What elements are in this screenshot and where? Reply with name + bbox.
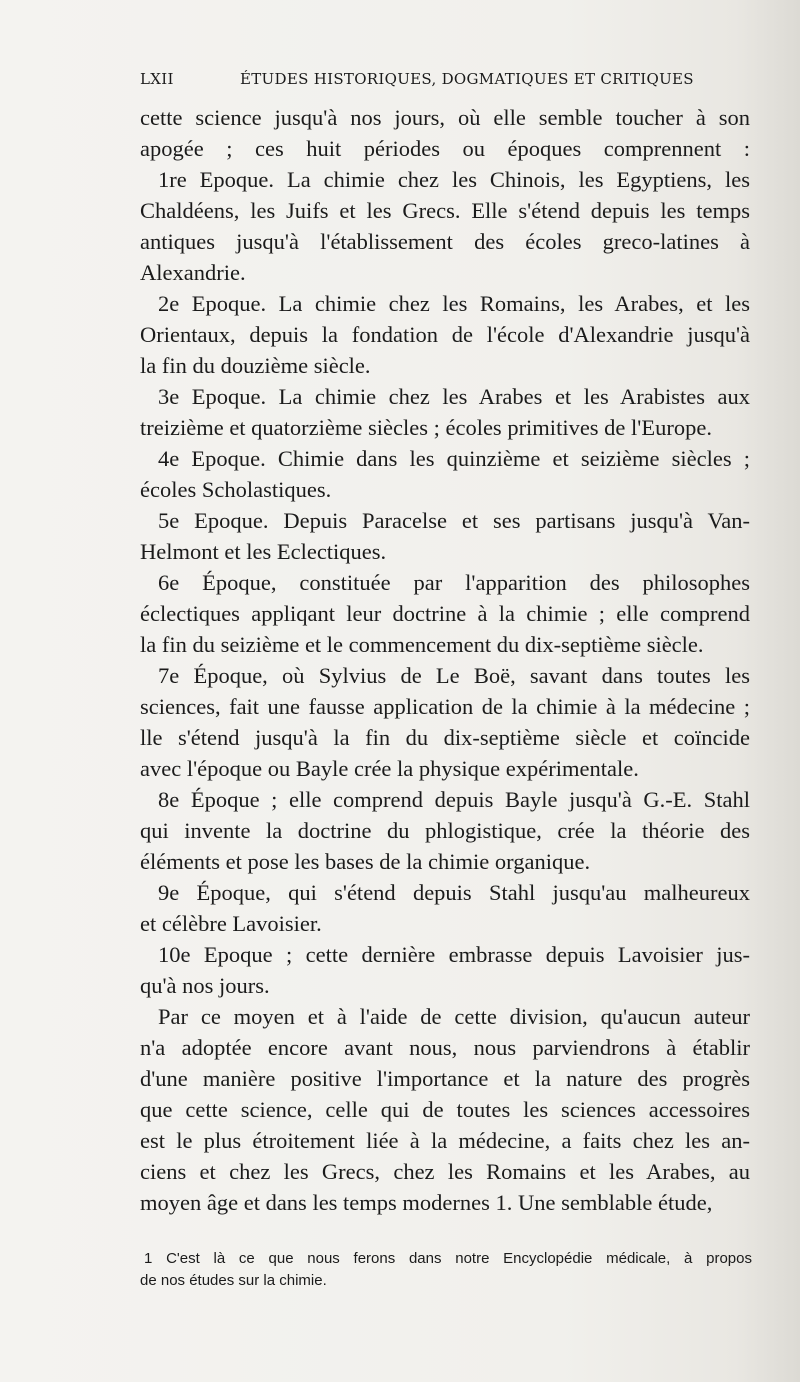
text-line: Alexandrie. xyxy=(140,260,246,285)
text-line: 10e Epoque ; cette dernière embrasse depuis Lavoisier jus- xyxy=(158,942,750,967)
text-line: treizième et quatorzième siècles ; écoles primitives de l'Europe. xyxy=(140,415,712,440)
footnote-line: de nos études sur la chimie. xyxy=(140,1272,327,1289)
text-line: écoles Scholastiques. xyxy=(140,477,332,502)
text-line: 4e Epoque. Chimie dans les quinzième et seizième siècles ; xyxy=(158,446,750,471)
page-number: LXII xyxy=(140,70,174,88)
text-line: 2e Epoque. La chimie chez les Romains, les Arabes, et les xyxy=(158,291,750,316)
text-line: qui invente la doctrine du phlogistique, crée la théorie des xyxy=(140,818,750,843)
text-line: Par ce moyen et à l'aide de cette division, qu'aucun auteur xyxy=(158,1004,750,1029)
text-line: 7e Époque, où Sylvius de Le Boë, savant dans toutes les xyxy=(158,663,750,688)
running-title: ÉTUDES HISTORIQUES, DOGMATIQUES ET CRITIQUES xyxy=(240,70,694,88)
text-line: est le plus étroitement liée à la médecine, a faits chez les an- xyxy=(140,1128,750,1153)
text-line: 8e Époque ; elle comprend depuis Bayle jusqu'à G.-E. Stahl xyxy=(158,787,750,812)
text-line: 5e Epoque. Depuis Paracelse et ses partisans jusqu'à Van- xyxy=(158,508,750,533)
text-line: n'a adoptée encore avant nous, nous parviendrons à établir xyxy=(140,1035,750,1060)
text-line: avec l'époque ou Bayle crée la physique expérimentale. xyxy=(140,756,639,781)
text-line: 3e Epoque. La chimie chez les Arabes et les Arabistes aux xyxy=(158,384,750,409)
text-line: d'une manière positive l'importance et la nature des progrès xyxy=(140,1066,750,1091)
text-line: éclectiques appliqant leur doctrine à la chimie ; elle comprend xyxy=(140,601,750,626)
text-line: Orientaux, depuis la fondation de l'école d'Alexandrie jusqu'à xyxy=(140,322,750,347)
text-line: et célèbre Lavoisier. xyxy=(140,911,322,936)
text-line: moyen âge et dans les temps modernes 1. Une semblable étude, xyxy=(140,1190,713,1215)
text-line: 6e Époque, constituée par l'apparition des philosophes xyxy=(158,570,750,595)
text-line: Chaldéens, les Juifs et les Grecs. Elle s'étend depuis les temps xyxy=(140,198,750,223)
text-line: 1re Epoque. La chimie chez les Chinois, les Egyptiens, les xyxy=(158,167,750,192)
text-line: apogée ; ces huit périodes ou époques comprennent : xyxy=(140,136,750,161)
text-line: lle s'étend jusqu'à la fin du dix-septième siècle et coïncide xyxy=(140,725,750,750)
text-line: antiques jusqu'à l'établissement des écoles greco-latines à xyxy=(140,229,750,254)
text-line: la fin du douzième siècle. xyxy=(140,353,371,378)
text-line: éléments et pose les bases de la chimie organique. xyxy=(140,849,591,874)
text-line: que cette science, celle qui de toutes les sciences accessoires xyxy=(140,1097,750,1122)
text-line: cette science jusqu'à nos jours, où elle semble toucher à son xyxy=(140,105,750,130)
text-line: ciens et chez les Grecs, chez les Romains et les Arabes, au xyxy=(140,1159,750,1184)
body-text xyxy=(140,102,750,1218)
footnote-line: 1 C'est là ce que nous ferons dans notre Encyclopédie médicale, à propos xyxy=(144,1250,752,1267)
text-line: qu'à nos jours. xyxy=(140,973,270,998)
text-line: Helmont et les Eclectiques. xyxy=(140,539,387,564)
text-line: la fin du seizième et le commencement du dix-septième siècle. xyxy=(140,632,704,657)
text-line: sciences, fait une fausse application de la chimie à la médecine ; xyxy=(140,694,750,719)
footnote xyxy=(140,1248,752,1292)
text-line: 9e Époque, qui s'étend depuis Stahl jusqu'au malheureux xyxy=(158,880,750,905)
